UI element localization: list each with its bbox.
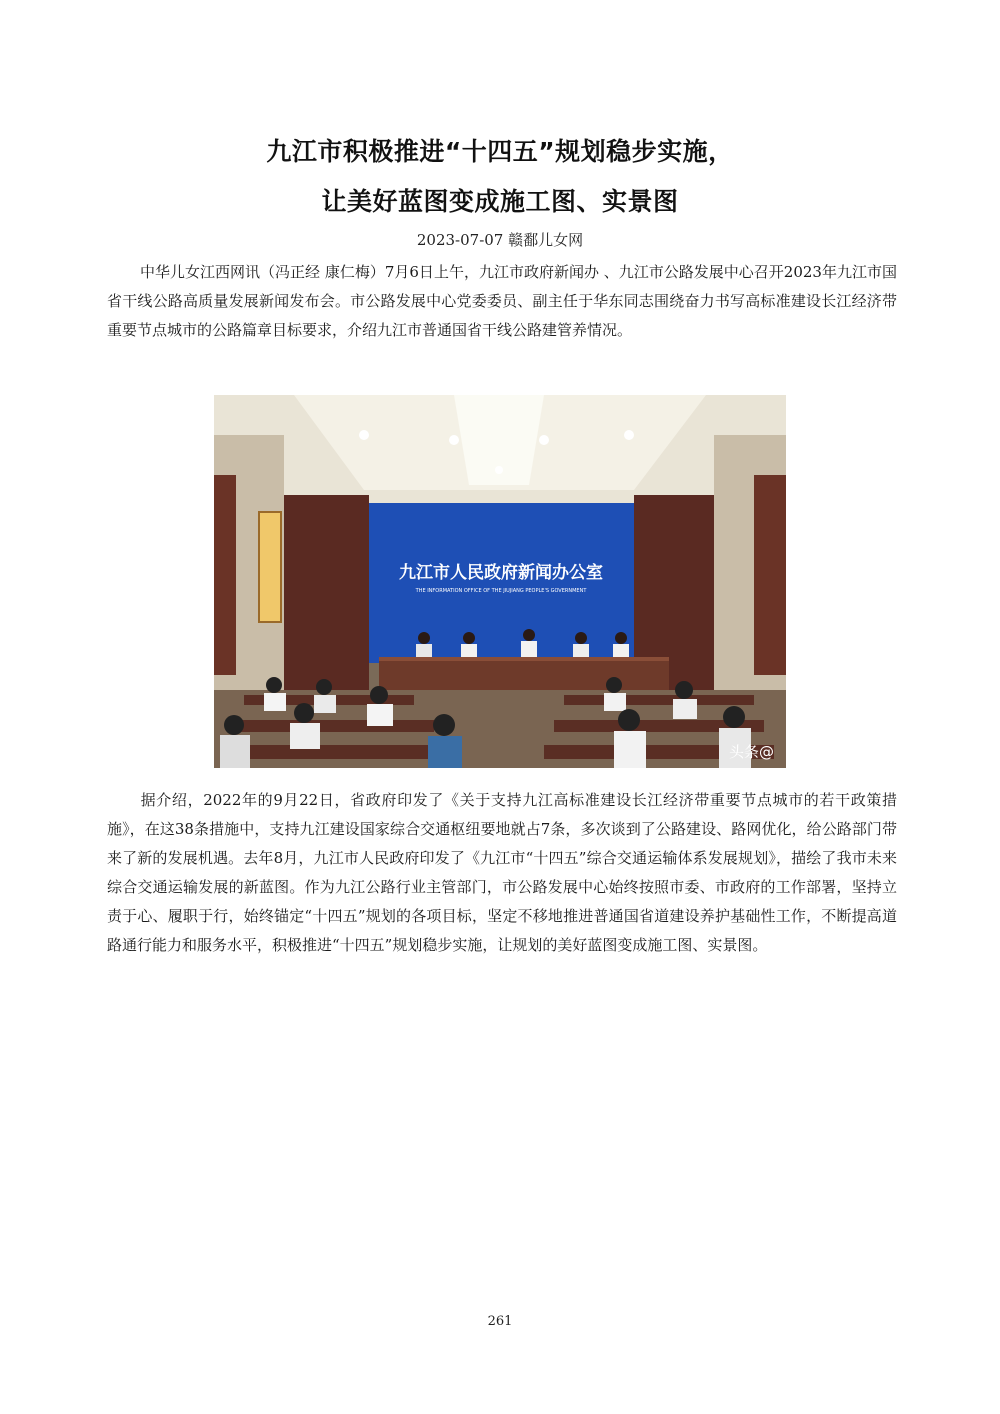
backdrop-subtitle: THE INFORMATION OFFICE OF THE JIUJIANG PEOPLE'S GOVERNMENT xyxy=(415,588,587,594)
page-number: 261 xyxy=(487,1314,513,1329)
article-title-line1: 九江市积极推进“十四五”规划稳步实施， xyxy=(266,137,734,166)
backdrop-title: 九江市人民政府新闻办公室 xyxy=(399,563,603,583)
article-title-line2: 让美好蓝图变成施工图、实景图 xyxy=(321,187,679,216)
article-date-source: 2023-07-07 赣鄱儿女网 xyxy=(416,231,584,249)
press-conference-photo xyxy=(214,395,786,768)
article-paragraph-2 xyxy=(107,786,897,960)
article-paragraph-1 xyxy=(107,258,897,345)
blue-backdrop xyxy=(369,503,634,663)
photo-watermark: 头条@ xyxy=(728,743,774,761)
paragraph-2-text: 据介绍，2022年的9月22日，省政府印发了《关于支持九江高标准建设长江经济带重要节点城市的若干政策措施》，在这38条措施中，支持九江建设国家综合交通枢纽要地就占7条，多次谈到了公路建设、路网优化，给公路部门带来了新的发展机遇。去年8月，九江市人民政府印发了《九江市“十四五”综合交通运输体系发展规划》，描绘了我市未来综合交通运输发展的新蓝图。作为九江公路行业主管部门，市公路发展中心始终按照市委、市政府的工作部署，坚持立责于心、履职于行，始终锚定“十四五”规划的各项目标，坚定不移地推进普通国省道建设养护基础性工作，不断提高道路通行能力和服务水平，积极推进“十四五”规划稳步实施，让规划的美好蓝图变成施工图、实景图。 xyxy=(107,791,897,954)
paragraph-1-text: 中华儿女江西网讯（冯正经 康仁梅）7月6日上午，九江市政府新闻办 、九江市公路发展中心召开2023年九江市国省干线公路高质量发展新闻发布会。市公路发展中心党委委员、副主任于华东同志围绕奋力书写高标准建设长江经济带重要节点城市的公路篇章目标要求，介绍九江市普通国省干线公路建管养情况。 xyxy=(107,263,897,339)
